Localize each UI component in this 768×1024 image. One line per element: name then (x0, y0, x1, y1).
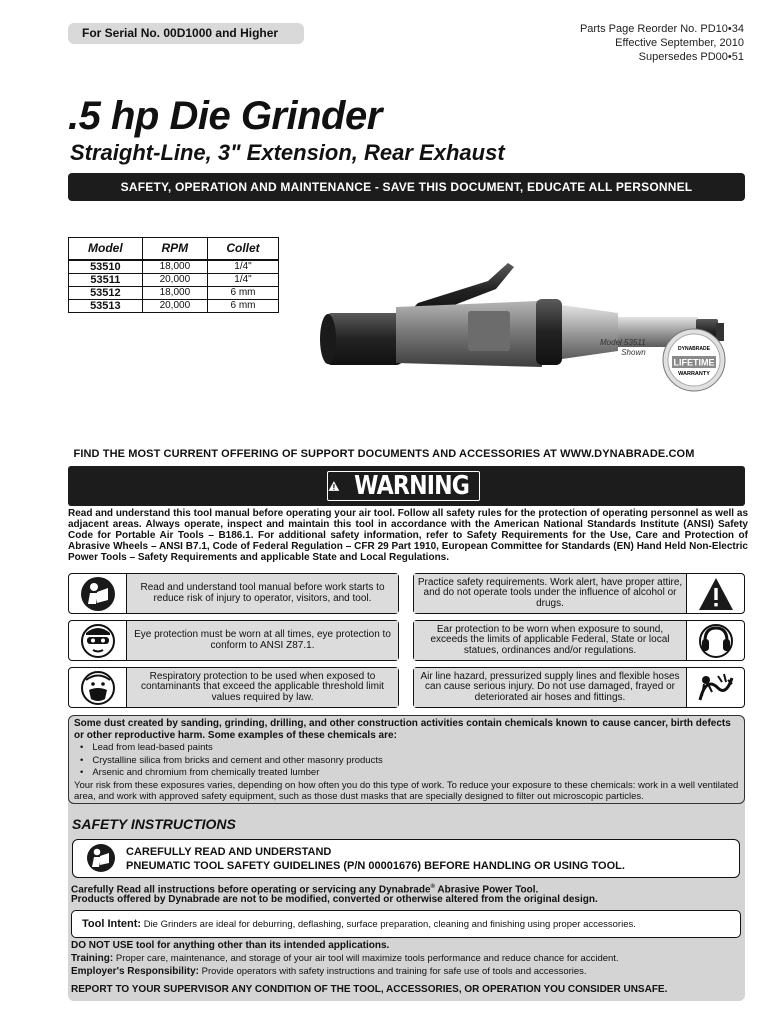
training-label: Training: (71, 953, 114, 964)
collet-cell: 1/4" (208, 273, 279, 286)
models-table (68, 237, 279, 313)
safety-instructions-heading: SAFETY INSTRUCTIONS (72, 816, 236, 832)
page-title: .5 hp Die Grinder (68, 94, 382, 138)
careful-read-b: Abrasive Power Tool. (434, 884, 539, 896)
dust-warning-heading: Some dust created by sanding, grinding, drilling, and other construction activities contain chemicals known to cause cancer, birth defects or other reproductive harm. Some examples of these chemicals are: (74, 718, 731, 741)
badge-brand: DYNABRADE (678, 346, 710, 352)
warning-triangle-icon (328, 475, 340, 497)
eye-protection-box (68, 620, 399, 661)
tool-intent-box (71, 910, 741, 938)
eye-protection-cell (69, 621, 127, 660)
list-item: • Lead from lead-based paints (80, 742, 383, 755)
dust-chemicals-list (80, 742, 383, 780)
warning-paragraph: Read and understand this tool manual before operating your air tool. Follow all safety rules for the protection of operating personnel as well as adjacent areas. Always operate, inspect and maintain this tool in accordance with the American National Standards Institute (ANSI) Safety Code for Portable Air Tools – B186.1. For additional safety information, refer to Safety Requirements for the Use, Care and Protection of Abrasive Wheels – ANSI B7.1, Code of Federal Regulation – CFR 29 Part 1910, European Committee for Standards (EN) Hand Held Non-Electric Power Tools – Safety Requirements and applicable State and Local Regulations. (68, 508, 748, 563)
table-row (69, 273, 279, 286)
table-row (69, 299, 279, 312)
model-cell: 53512 (69, 286, 143, 299)
careful-read-a: Carefully Read all instructions before operating or servicing any Dynabrade (71, 884, 431, 896)
training-body: Proper care, maintenance, and storage of your air tool will maximize tools performance and reduce chance for accident. (113, 953, 619, 964)
respirator-icon (80, 670, 116, 706)
guidelines-line1: CAREFULLY READ AND UNDERSTAND (126, 846, 332, 858)
ear-protection-icon (698, 623, 734, 659)
warning-triangle-icon (698, 577, 734, 611)
air-line-hazard-box (413, 667, 745, 708)
model-cell: 53511 (69, 273, 143, 286)
model-cell: 53513 (69, 299, 143, 312)
support-link-text: FIND THE MOST CURRENT OFFERING OF SUPPORT DOCUMENTS AND ACCESSORIES AT WWW.DYNABRADE.COM (73, 448, 695, 460)
lifetime-warranty-badge (662, 328, 726, 392)
effective-line: Effective September, 2010 (615, 37, 744, 49)
respiratory-text: Respiratory protection to be used when exposed to contaminants that exceed the applicable threshold limit values required by law. (127, 668, 398, 707)
list-item: • Crystalline silica from bricks and cement and other masonry products (80, 755, 383, 768)
eye-protection-icon (80, 623, 116, 659)
guidelines-line2: PNEUMATIC TOOL SAFETY GUIDELINES (P/N 00001676) BEFORE HANDLING OR USING TOOL. (126, 860, 625, 872)
rpm-cell: 18,000 (142, 286, 207, 299)
warning-label (327, 471, 480, 501)
safety-banner: SAFETY, OPERATION AND MAINTENANCE - SAVE THIS DOCUMENT, EDUCATE ALL PERSONNEL (68, 173, 745, 201)
practice-safety-box (413, 573, 745, 614)
list-item: • Arsenic and chromium from chemically treated lumber (80, 767, 383, 780)
badge-warranty: WARRANTY (678, 371, 710, 377)
rpm-cell: 20,000 (142, 273, 207, 286)
practice-safety-cell (686, 574, 744, 613)
air-line-hazard-text: Air line hazard, pressurized supply lines and flexible hoses can cause serious injury. Do not use damaged, frayed or deteriorated air hoses and fittings. (414, 668, 686, 707)
rpm-cell: 20,000 (142, 299, 207, 312)
tool-intent-label: Tool Intent: (82, 918, 142, 930)
serial-number-label: For Serial No. 00D1000 and Higher (68, 23, 304, 44)
collet-cell: 6 mm (208, 286, 279, 299)
respiratory-box (68, 667, 399, 708)
practice-safety-text: Practice safety requirements. Work alert, have proper attire, and do not operate tools under the influence of alcohol or drugs. (414, 574, 686, 613)
model-cell: 53510 (69, 260, 143, 274)
read-manual-icon (86, 843, 116, 873)
air-line-hazard-cell (686, 668, 744, 707)
col-collet: Collet (208, 238, 279, 260)
supersedes-line: Supersedes PD00•51 (638, 51, 744, 63)
col-model: Model (69, 238, 143, 260)
model-shown-caption (600, 338, 646, 358)
table-row (69, 286, 279, 299)
table-row (69, 260, 279, 274)
col-rpm: RPM (142, 238, 207, 260)
collet-cell: 1/4" (208, 260, 279, 274)
employer-label: Employer's Responsibility: (71, 966, 199, 977)
page-subtitle: Straight-Line, 3" Extension, Rear Exhaust (70, 140, 505, 165)
employer-body: Provide operators with safety instructions and training for safe use of tools and accessories. (198, 966, 587, 977)
reorder-line: Parts Page Reorder No. PD10•34 (579, 23, 744, 35)
read-manual-icon (80, 576, 116, 612)
collet-cell: 6 mm (208, 299, 279, 312)
do-not-use-text: DO NOT USE tool for anything other than its intended applications. (71, 940, 390, 951)
air-hose-hazard-icon (696, 670, 736, 706)
registered-mark: ® (430, 884, 435, 890)
read-manual-cell (69, 574, 127, 613)
guidelines-text (126, 845, 625, 873)
reorder-info (580, 22, 744, 64)
caption-shown: Shown (621, 348, 646, 357)
read-manual-box (68, 573, 399, 614)
ear-protection-cell (686, 621, 744, 660)
badge-lifetime: LIFETIME (673, 357, 715, 368)
rpm-cell: 18,000 (142, 260, 207, 274)
modification-notice: Products offered by Dynabrade are not to be modified, converted or otherwise altered from the original design. (71, 894, 598, 905)
caption-model: Model 53511 (600, 338, 646, 347)
eye-protection-text: Eye protection must be worn at all times, eye protection to conform to ANSI Z87.1. (127, 621, 398, 660)
training-text (71, 953, 619, 965)
dust-warning-footer: Your risk from these exposures varies, depending on how often you do this type of work. To reduce your exposure to these chemicals: work in a well ventilated area, and work with approved safety equipment, such as those dust masks that are specially designed to filter out microscopic particles. (74, 780, 739, 802)
tool-intent-text: Die Grinders are ideal for deburring, deflashing, surface preparation, cleaning and finishing using proper accessories. (141, 919, 636, 930)
ear-protection-box (413, 620, 745, 661)
warning-text: WARNING (353, 471, 469, 501)
ear-protection-text: Ear protection to be worn when exposure to sound, exceeds the limits of applicable Federal, State or local statues, ordinances and/or regulations. (414, 621, 686, 660)
report-notice: REPORT TO YOUR SUPERVISOR ANY CONDITION OF THE TOOL, ACCESSORIES, OR OPERATION YOU CONSIDER UNSAFE. (71, 984, 668, 995)
employer-text (71, 966, 587, 978)
read-manual-text: Read and understand tool manual before work starts to reduce risk of injury to operator, visitors, and tool. (127, 574, 398, 613)
respiratory-cell (69, 668, 127, 707)
